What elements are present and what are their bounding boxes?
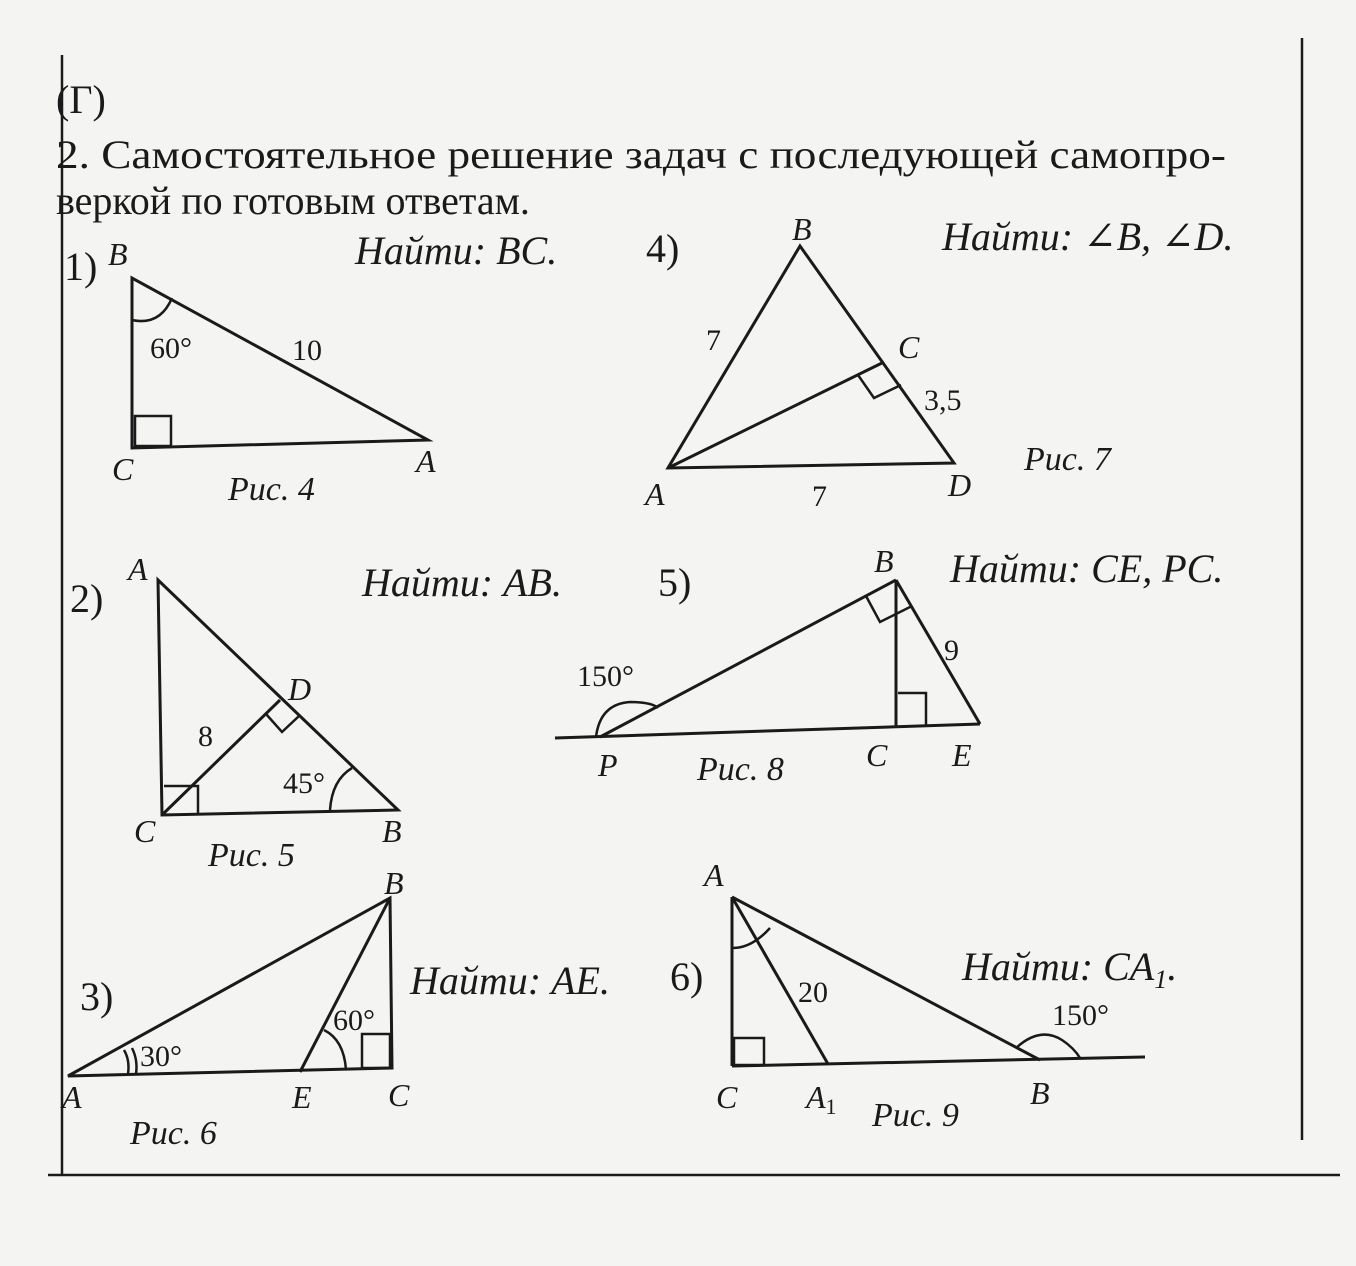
side-label-ab: 7 [706, 324, 721, 357]
altitude-cd [162, 700, 280, 815]
vertex-e: E [292, 1079, 312, 1115]
task-line-2: веркой по готовым ответам. [56, 178, 530, 223]
vertex-b: B [874, 543, 894, 579]
find-label: Найти: AE. [410, 958, 610, 1003]
vertex-c: C [898, 329, 920, 365]
angle-label: 45° [283, 767, 325, 800]
triangle-acb [158, 580, 398, 815]
vertex-a: A [416, 443, 436, 479]
right-angle-mark [135, 416, 171, 446]
problem-number: 5) [658, 560, 692, 605]
vertex-c: C [134, 813, 156, 849]
figure-caption: Рис. 7 [1024, 441, 1111, 478]
find-label: Найти: CE, PC. [950, 546, 1224, 591]
vertex-a1: A1 [806, 1079, 837, 1119]
vertex-c: C [112, 451, 134, 487]
problem-number: 2) [70, 576, 104, 621]
vertex-b: B [108, 236, 128, 272]
figure-caption: Рис. 9 [872, 1097, 959, 1134]
problem-6 [670, 857, 1177, 1134]
vertex-c: C [866, 737, 888, 773]
find-label: Найти: AB. [362, 560, 562, 605]
segment-be [896, 580, 980, 724]
vertex-d: D [288, 671, 312, 707]
angle-arc-b [330, 768, 352, 810]
problem-3 [60, 865, 610, 1152]
segment-pb [600, 580, 896, 737]
vertex-e: E [952, 737, 972, 773]
side-label-cd: 3,5 [924, 384, 962, 417]
figure-caption: Рис. 4 [228, 471, 315, 508]
vertex-a: A [645, 476, 665, 512]
angle-arc-p [596, 702, 658, 737]
right-angle-mark-d [266, 714, 299, 732]
vertex-b: B [1030, 1075, 1050, 1111]
angle-label-e: 60° [333, 1004, 375, 1037]
find-label: Найти: ∠B, ∠D. [942, 214, 1234, 259]
vertex-a: A [704, 857, 724, 893]
problem-4 [643, 211, 1233, 513]
figure-caption: Рис. 6 [130, 1115, 217, 1152]
angle-label: 150° [1052, 999, 1109, 1032]
problem-number: 4) [646, 226, 680, 271]
find-label: Найти: $CA_1$. [962, 944, 1178, 994]
vertex-c: C [716, 1079, 738, 1115]
angle-label: 150° [577, 660, 634, 693]
angle-label-a: 30° [140, 1040, 182, 1073]
side-label: 10 [292, 334, 322, 367]
side-label-ad: 7 [812, 480, 827, 513]
vertex-b: B [792, 211, 812, 247]
problem-5 [555, 543, 1223, 788]
vertex-b: B [384, 865, 404, 901]
find-label: Найти: BC. [355, 228, 558, 273]
task-line-1: 2. Самостоятельное решение задач с последующей самопро- [56, 132, 1226, 177]
side-label: 9 [944, 634, 959, 667]
problem-number: 6) [670, 954, 704, 999]
vertex-d: D [948, 467, 972, 503]
side-label: 8 [198, 720, 213, 753]
right-angle-mark-b [866, 596, 912, 622]
problem-number: 3) [80, 974, 114, 1019]
vertex-p: P [598, 747, 618, 783]
angle-arc-b [1016, 1035, 1080, 1058]
figure-caption: Рис. 8 [697, 751, 784, 788]
right-angle-mark [734, 1038, 764, 1065]
vertex-a: A [128, 551, 148, 587]
problem-2 [70, 551, 562, 874]
angle-arc-b [132, 298, 172, 321]
vertex-b: B [382, 813, 402, 849]
side-label: 20 [798, 976, 828, 1009]
base-line [732, 1057, 1145, 1066]
vertex-c: C [388, 1077, 410, 1113]
angle-label: 60° [150, 332, 192, 365]
section-mark: (Г) [56, 77, 106, 122]
angle-arc-a-1 [124, 1050, 129, 1074]
problem-1 [64, 228, 557, 508]
angle-arc-a-2 [132, 1048, 137, 1074]
right-angle-mark [362, 1034, 390, 1068]
right-angle-mark-c [898, 693, 926, 725]
problem-number: 1) [64, 244, 98, 289]
vertex-a: A [62, 1079, 82, 1115]
figure-caption: Рис. 5 [208, 837, 295, 874]
